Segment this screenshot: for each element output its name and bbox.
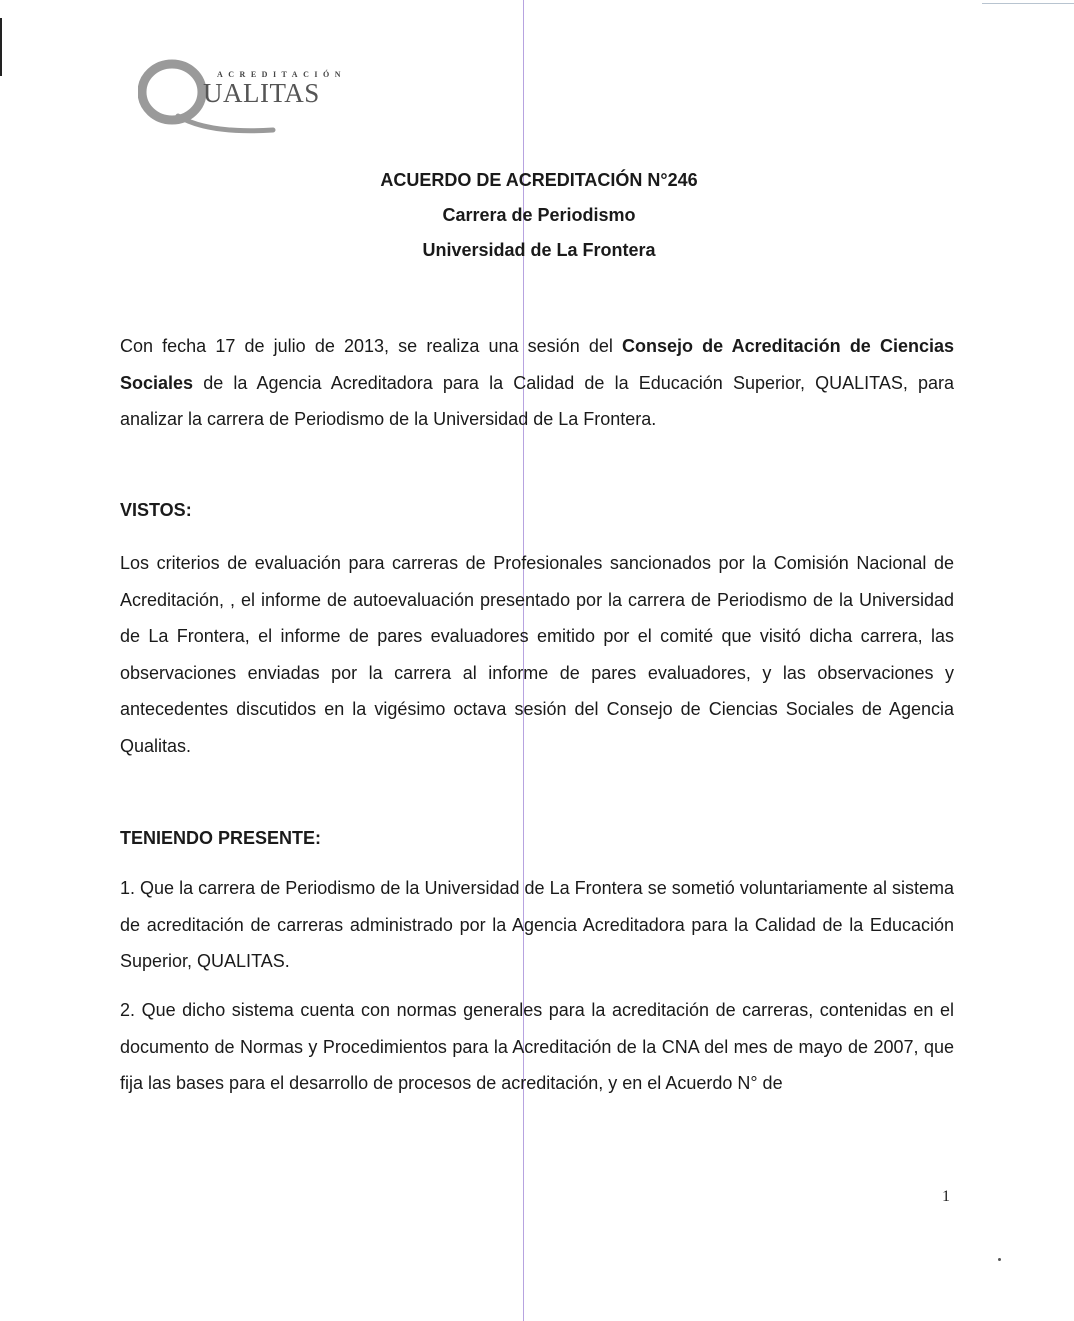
agreement-title: ACUERDO DE ACREDITACIÓN N°246 (380, 170, 698, 190)
logo-small-text: ACREDITACIÓN (217, 70, 346, 79)
teniendo-item-2: 2. Que dicho sistema cuenta con normas generales para la acreditación de carreras, contenidas en el documento de Normas y Procedimientos para la Acreditación de la CNA del mes de mayo de 2007, que fija las bases para el desarrollo de procesos de acreditación, y en el Acuerdo N° de (120, 1000, 954, 1093)
scan-speck (998, 1258, 1001, 1261)
intro-paragraph (120, 328, 954, 438)
university-name: Universidad de La Frontera (422, 240, 656, 260)
logo-big-text: UALITAS (203, 78, 320, 108)
page-number: 1 (942, 1188, 950, 1205)
intro-text-2: de la Agencia Acreditadora para la Calidad de la Educación Superior, QUALITAS, para analizar la carrera de Periodismo de la Universidad de La Frontera. (120, 372, 954, 429)
vistos-paragraph: Los criterios de evaluación para carreras de Profesionales sancionados por la Comisión Nacional de Acreditación, , el informe de autoevaluación presentado por la carrera de Periodismo de la Universidad de La Frontera, el informe de pares evaluadores emitido por el comité que visitó dicha carrera, las observaciones enviadas por la carrera al informe de pares evaluadores, y las observaciones y antecedentes discutidos en la vigésimo octava sesión del Consejo de Ciencias Sociales de Agencia Qualitas. (120, 553, 954, 756)
teniendo-item-1: 1. Que la carrera de Periodismo de la Universidad de La Frontera se sometió voluntariamente al sistema de acreditación de carreras administrado por la Agencia Acreditadora para la Calidad de la Educación Superior, QUALITAS. (120, 878, 954, 971)
vistos-heading: VISTOS: (120, 500, 192, 520)
logo-wordmark (203, 70, 346, 107)
career-name: Carrera de Periodismo (442, 205, 636, 225)
intro-bold-council: Consejo de Acreditación de Ciencias Sociales (120, 336, 955, 393)
scan-edge-line (982, 3, 1074, 4)
intro-text-1: Con fecha 17 de julio de 2013, se realiza una sesión del (120, 336, 623, 356)
teniendo-heading: TENIENDO PRESENTE: (120, 828, 322, 848)
scan-edge-mark (0, 18, 2, 76)
